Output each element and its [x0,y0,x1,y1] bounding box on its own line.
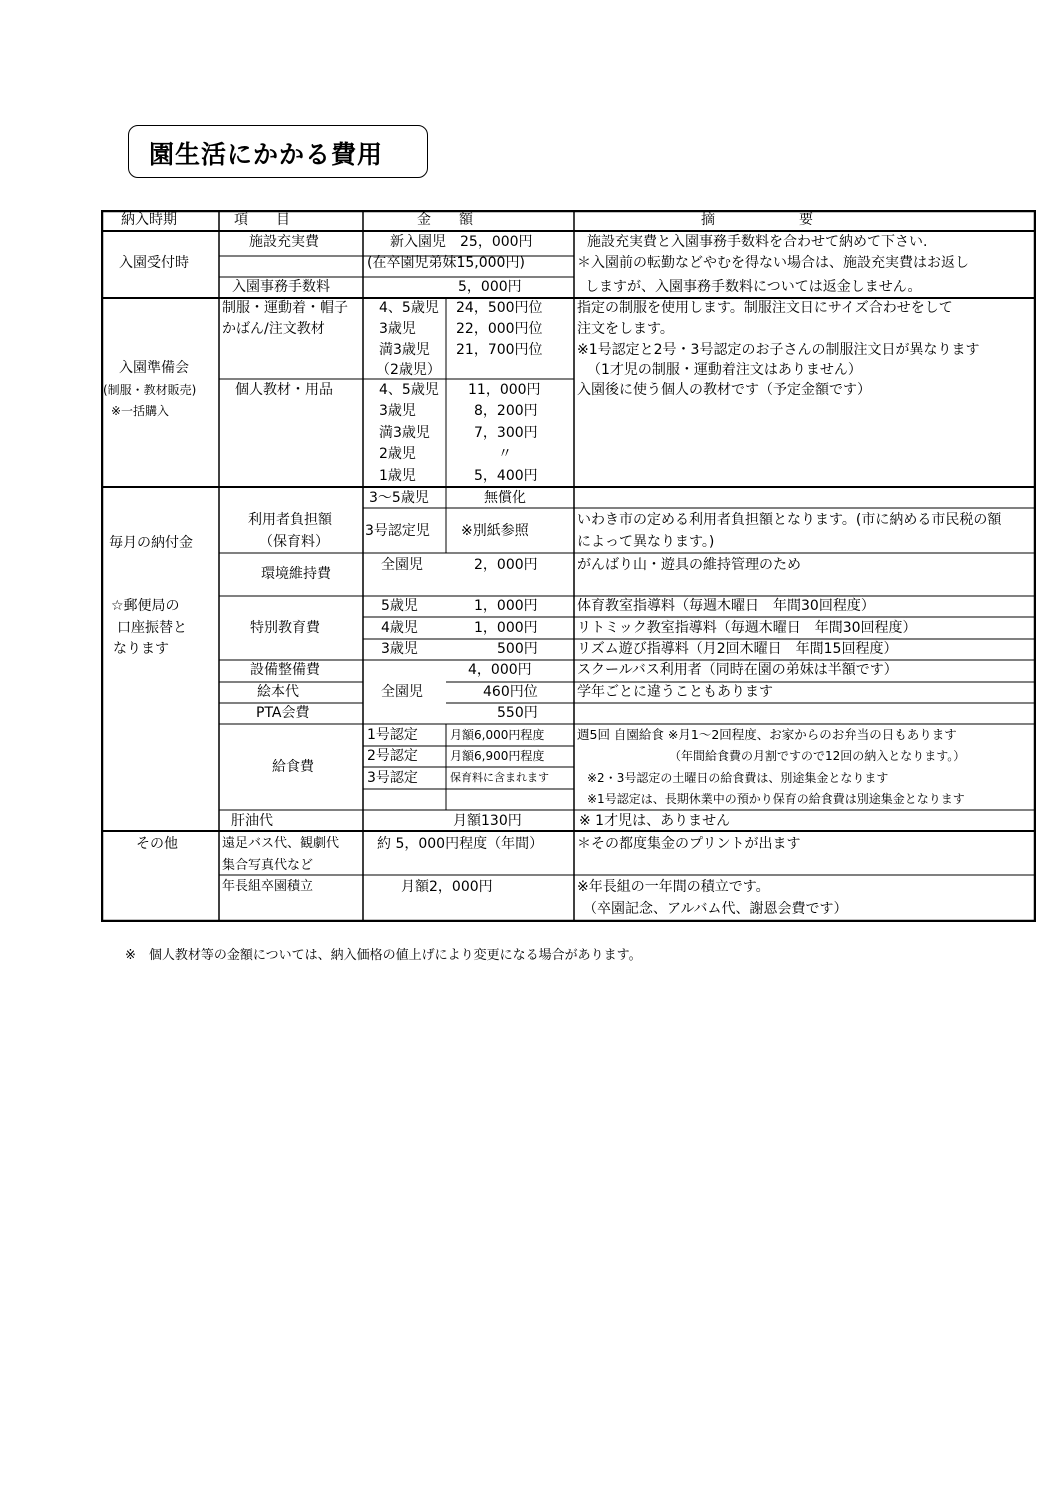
env-amt: 2，000円 [474,557,538,573]
env-item: 環境維持費 [261,566,331,582]
sec4-amt1: 約 5，000円程度（年間） [377,836,544,852]
book-item: 絵本代 [257,684,299,700]
sec3-period-note1: ☆郵便局の [111,598,180,614]
sec1-note1: 施設充実費と入園事務手数料を合わせて納めて下さい. [587,234,928,250]
lunch-item: 給食費 [272,759,314,775]
sec1-amt1: 新入園児 25，000円 [390,234,533,250]
user-amt1: 無償化 [484,490,526,506]
fac-item: 設備整備費 [250,662,320,678]
oil-note: ※ 1才児は、ありません [579,813,731,829]
sec2-period-sub1: (制服・教材販売) [103,383,197,397]
header-amount: 金 額 [417,212,473,228]
uni-amt-2: 21，700円位 [456,342,543,358]
mat-amt-2: 7，300円 [474,425,538,441]
spe-age-2: 3歳児 [381,641,418,657]
sec4-item1a: 遠足バス代、観劇代 [222,836,340,851]
header-period: 納入時期 [121,212,177,228]
sec1-amt3: 5，000円 [458,279,522,295]
mat-amt-0: 11，000円 [468,382,541,398]
oil-amt: 月額130円 [453,813,522,829]
page-title: 園生活にかかる費用 [149,140,384,169]
sec2-note4: （1才児の制服・運動着注文はありません） [587,362,862,378]
spe-age-1: 4歳児 [381,620,418,636]
book-note: 学年ごとに違うこともあります [577,684,773,700]
spe-note-0: 体育教室指導料（毎週木曜日 年間30回程度） [577,598,875,614]
fee-table [101,210,1036,922]
mat-age-0: 4、5歳児 [379,382,439,398]
sec2-period: 入園準備会 [119,360,189,376]
sec2-note3: ※1号認定と2号・3号認定のお子さんの制服注文日が異なります [577,342,980,358]
lunch-cat-1: 2号認定 [367,748,418,764]
sec4-item1b: 集合写真代など [222,858,314,873]
book-amt: 460円位 [483,684,538,700]
sec2-period-sub2: ※一括購入 [111,404,170,418]
user-note2: によって異なります。) [577,534,715,550]
all-label: 全園児 [381,684,423,700]
sec3-period-note3: なります [113,641,169,657]
user-note1: いわき市の定める利用者負担額となります。(市に納める市民税の額 [577,512,1002,528]
mat-amt-1: 8，200円 [474,403,538,419]
lunch-note-3: ※1号認定は、長期休業中の預かり保育の給食費は別途集金となります [587,792,965,806]
lunch-note-2: ※2・3号認定の土曜日の給食費は、別途集金となります [587,771,889,785]
sec4-note2: ※年長組の一年間の積立です。 [577,879,770,895]
header-item: 項 目 [234,212,290,228]
spe-note-2: リズム遊び指導料（月2回木曜日 年間15回程度） [577,641,898,657]
spe-amt-1: 1，000円 [474,620,538,636]
lunch-amt-2: 保育料に含まれます [450,771,549,784]
sec4-note1: ＊その都度集金のプリントが出ます [577,836,801,852]
uni-age-3: （2歳児） [376,362,441,378]
spe-amt-0: 1，000円 [474,598,538,614]
spe-amt-2: 500円 [497,641,538,657]
uni-age-1: 3歳児 [379,321,416,337]
fac-note: スクールバス利用者（同時在園の弟妹は半額です） [577,662,898,678]
sec2-note2: 注文をします。 [577,321,674,337]
oil-item: 肝油代 [231,813,273,829]
mat-age-4: 1歳児 [379,468,416,484]
sec4-note3: （卒園記念、アルバム代、謝恩会費です） [583,901,848,917]
lunch-note-1: （年間給食費の月割ですので12回の納入となります。） [669,749,966,763]
user-amt2: ※別紙参照 [461,523,529,539]
lunch-cat-2: 3号認定 [367,770,418,786]
sec1-amt2: (在卒園児弟妹15,000円) [367,255,525,271]
spe-note-1: リトミック教室指導料（毎週木曜日 年間30回程度） [577,620,917,636]
sec2-item1b: かばん/注文教材 [222,321,325,337]
uni-amt-0: 24，500円位 [456,300,543,316]
uni-age-0: 4、5歳児 [379,300,439,316]
sec3-period: 毎月の納付金 [109,535,193,551]
sec3-period-note2: 口座振替と [117,620,187,636]
user-age1: 3～5歳児 [369,490,429,506]
mat-age-3: 2歳児 [379,446,416,462]
sec2-note1: 指定の制服を使用します。制服注文日にサイズ合わせをして [577,300,953,316]
sec4-item2: 年長組卒園積立 [222,879,314,894]
sec2-item1a: 制服・運動着・帽子 [222,300,348,316]
sec2-item2: 個人教材・用品 [235,382,333,398]
user-age2: 3号認定児 [365,523,430,539]
sec1-note3: しますが、入園事務手数料については返金しません。 [585,279,922,295]
sec1-period: 入園受付時 [119,255,189,271]
mat-age-1: 3歳児 [379,403,416,419]
title-box [128,125,428,178]
header-summary: 摘 要 [701,212,813,228]
spe-age-0: 5歳児 [381,598,418,614]
env-age: 全園児 [381,557,423,573]
user-item2: （保育料） [259,534,329,550]
lunch-cat-0: 1号認定 [367,727,418,743]
lunch-amt-1: 月額6,900円程度 [450,749,545,763]
user-item1: 利用者負担額 [248,512,332,528]
sec1-item2: 入園事務手数料 [232,279,330,295]
env-note: がんばり山・遊具の維持管理のため [577,557,801,573]
mat-amt-3: 〃 [498,446,512,462]
sec4-period: その他 [136,836,178,852]
mat-amt-4: 5，400円 [474,468,538,484]
sec1-note2: ＊入園前の転勤などやむを得ない場合は、施設充実費はお返し [577,255,969,271]
sec1-item1: 施設充実費 [249,234,319,250]
sec2-note5: 入園後に使う個人の教材です（予定金額です） [577,382,871,398]
pta-item: PTA会費 [256,705,310,721]
footnote: ※ 個人教材等の金額については、納入価格の値上げにより変更になる場合があります。 [125,948,642,963]
lunch-amt-0: 月額6,000円程度 [450,728,545,742]
pta-amt: 550円 [497,705,538,721]
fac-amt: 4，000円 [468,662,532,678]
lunch-note-0: 週5回 自園給食 ※月1～2回程度、お家からのお弁当の日もあります [577,727,957,742]
uni-amt-1: 22，000円位 [456,321,543,337]
spe-item: 特別教育費 [250,620,320,636]
uni-age-2: 満3歳児 [379,342,430,358]
mat-age-2: 満3歳児 [379,425,430,441]
sec4-amt2: 月額2，000円 [401,879,493,895]
